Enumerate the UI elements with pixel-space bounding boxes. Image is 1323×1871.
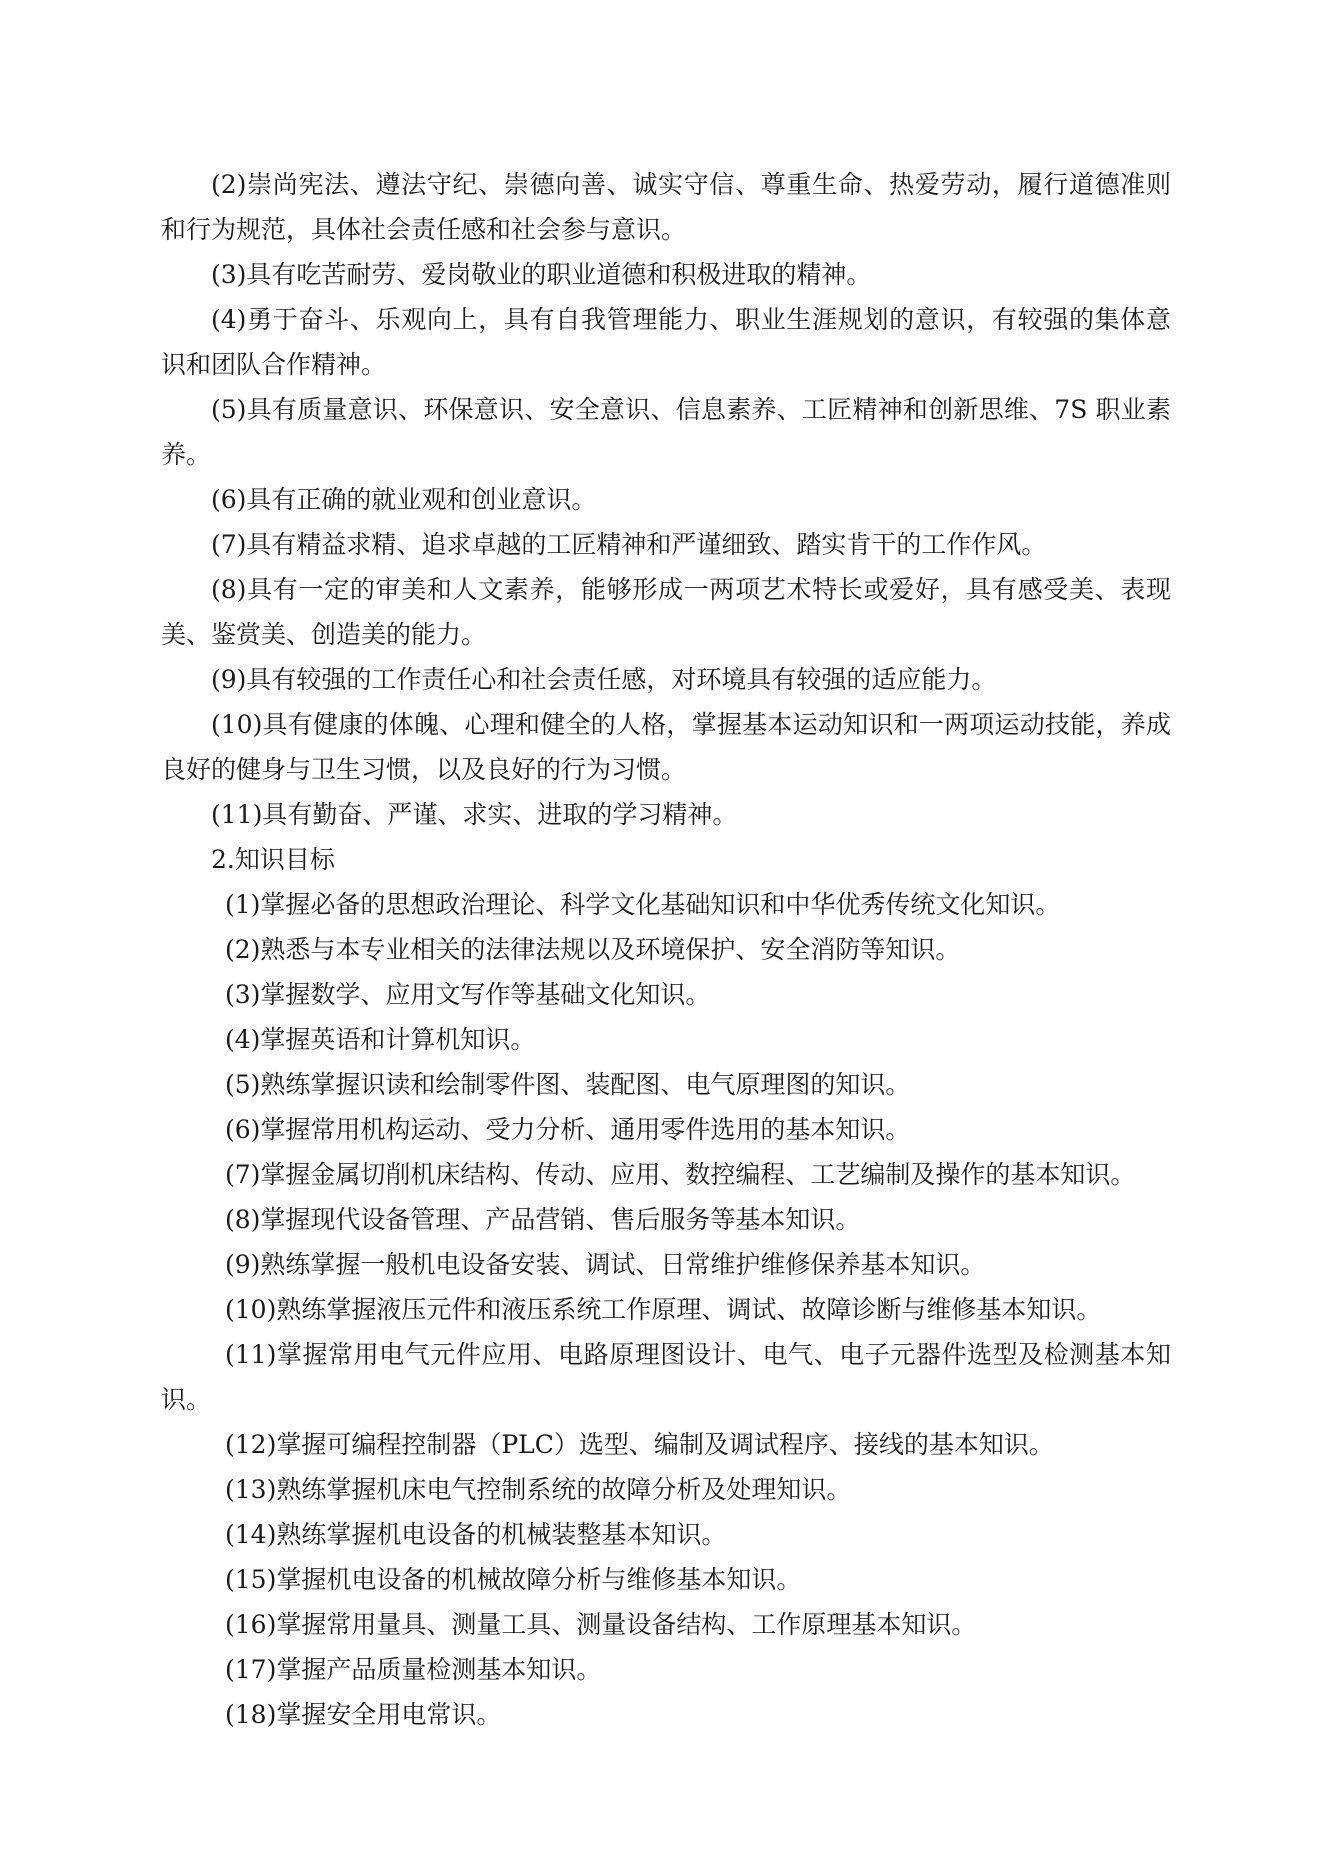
- quality-item: (4)勇于奋斗、乐观向上，具有自我管理能力、职业生涯规划的意识，有较强的集体意识和团队合作精神。: [161, 305, 1171, 379]
- knowledge-item: (3)掌握数学、应用文写作等基础文化知识。: [225, 980, 711, 1009]
- knowledge-item: (12)掌握可编程控制器（PLC）选型、编制及调试程序、接线的基本知识。: [225, 1430, 1054, 1459]
- quality-item: (11)具有勤奋、严谨、求实、进取的学习精神。: [211, 800, 738, 829]
- quality-item: (9)具有较强的工作责任心和社会责任感，对环境具有较强的适应能力。: [211, 665, 997, 694]
- knowledge-item: (5)熟练掌握识读和绘制零件图、装配图、电气原理图的知识。: [225, 1070, 911, 1099]
- quality-item: (10)具有健康的体魄、心理和健全的人格，掌握基本运动知识和一两项运动技能，养成良好的健身与卫生习惯，以及良好的行为习惯。: [161, 710, 1171, 784]
- knowledge-item: (1)掌握必备的思想政治理论、科学文化基础知识和中华优秀传统文化知识。: [225, 890, 1061, 919]
- quality-item: (8)具有一定的审美和人文素养，能够形成一两项艺术特长或爱好，具有感受美、表现美、鉴赏美、创造美的能力。: [161, 575, 1171, 649]
- knowledge-item: (11)掌握常用电气元件应用、电路原理图设计、电气、电子元器件选型及检测基本知识。: [161, 1340, 1171, 1414]
- knowledge-item: (18)掌握安全用电常识。: [225, 1700, 502, 1729]
- knowledge-item: (6)掌握常用机构运动、受力分析、通用零件选用的基本知识。: [225, 1115, 911, 1144]
- quality-item: (5)具有质量意识、环保意识、安全意识、信息素养、工匠精神和创新思维、7S 职业素养。: [161, 395, 1171, 469]
- knowledge-item: (8)掌握现代设备管理、产品营销、售后服务等基本知识。: [225, 1205, 861, 1234]
- knowledge-item: (16)掌握常用量具、测量工具、测量设备结构、工作原理基本知识。: [225, 1610, 977, 1639]
- document-body: [161, 162, 1171, 1737]
- knowledge-item: (10)熟练掌握液压元件和液压系统工作原理、调试、故障诊断与维修基本知识。: [225, 1295, 1102, 1324]
- knowledge-item: (13)熟练掌握机床电气控制系统的故障分析及处理知识。: [225, 1475, 852, 1504]
- quality-item: (7)具有精益求精、追求卓越的工匠精神和严谨细致、踏实肯干的工作作风。: [211, 530, 1047, 559]
- knowledge-item: (17)掌握产品质量检测基本知识。: [225, 1655, 602, 1684]
- knowledge-item: (9)熟练掌握一般机电设备安装、调试、日常维护维修保养基本知识。: [225, 1250, 986, 1279]
- knowledge-item: (15)掌握机电设备的机械故障分析与维修基本知识。: [225, 1565, 802, 1594]
- knowledge-item: (2)熟悉与本专业相关的法律法规以及环境保护、安全消防等知识。: [225, 935, 961, 964]
- section-heading-knowledge: 2.知识目标: [211, 845, 335, 874]
- quality-item: (3)具有吃苦耐劳、爱岗敬业的职业道德和积极进取的精神。: [211, 260, 872, 289]
- knowledge-item: (7)掌握金属切削机床结构、传动、应用、数控编程、工艺编制及操作的基本知识。: [225, 1160, 1136, 1189]
- quality-item: (2)崇尚宪法、遵法守纪、崇德向善、诚实守信、尊重生命、热爱劳动，履行道德准则和行为规范，具体社会责任感和社会参与意识。: [161, 170, 1171, 244]
- knowledge-item: (14)熟练掌握机电设备的机械装整基本知识。: [225, 1520, 727, 1549]
- knowledge-item: (4)掌握英语和计算机知识。: [225, 1025, 536, 1054]
- quality-item: (6)具有正确的就业观和创业意识。: [211, 485, 597, 514]
